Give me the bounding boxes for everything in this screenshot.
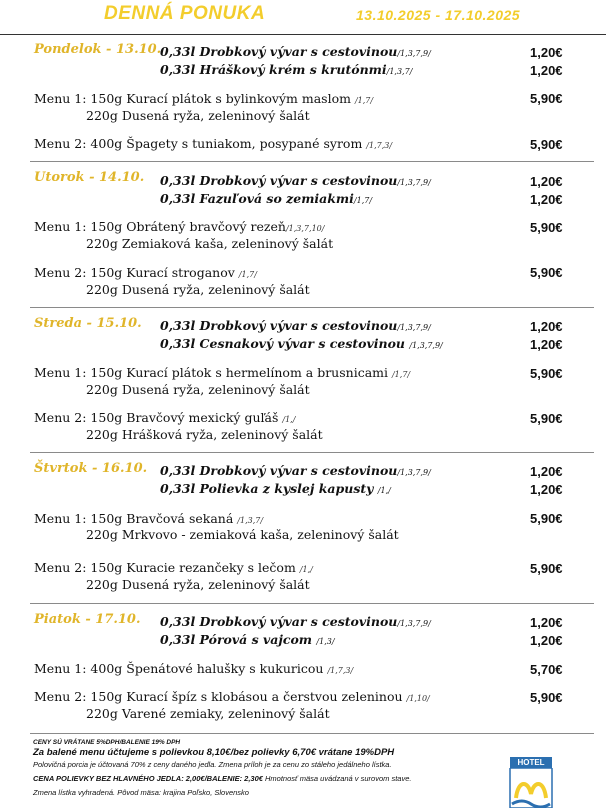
day-divider [30, 452, 594, 453]
day-divider [30, 307, 594, 308]
footer-divider [30, 733, 594, 734]
soup-item: 0,33l Drobkový vývar s cestovinou/1,3,7,9/ [160, 463, 431, 478]
date-range: 13.10.2025 - 17.10.2025 [356, 7, 521, 23]
soup-price-note: CENA POLIEVKY BEZ HLAVNÉHO JEDLA: 2,00€/BALENIE: 2,30€ Hmotnosť mäsa uvádzaná v surovom stave. [33, 774, 412, 783]
page-title: DENNÁ PONUKA [104, 3, 266, 24]
menu-price: 5,70€ [530, 662, 563, 677]
soup-item: 0,33l Fazuľová so zemiakmi/1,7/ [160, 191, 373, 206]
hotel-logo-icon [508, 768, 554, 808]
menu-item: Menu 2: 150g Bravčový mexický guľáš /1,/ [34, 410, 296, 425]
hotel-logo-label: HOTEL [510, 757, 552, 768]
menu-side: 220g Dusená ryža, zeleninový šalát [86, 382, 310, 397]
menu-price: 5,90€ [530, 511, 563, 526]
menu-side: 220g Dusená ryža, zeleninový šalát [86, 108, 310, 123]
menu-side: 220g Dusená ryža, zeleninový šalát [86, 577, 310, 592]
menu-item: Menu 1: 400g Špenátové halušky s kukuricou /1,7,3/ [34, 661, 354, 676]
day-title: Utorok - 14.10. [34, 170, 145, 185]
packaging-note: Za balené menu účtujeme s polievkou 8,10€/bez polievky 6,70€ vrátane 19%DPH [33, 747, 395, 758]
menu-item: Menu 2: 150g Kurací špíz s klobásou a čerstvou zeleninou /1,10/ [34, 689, 430, 704]
menu-item: Menu 2: 150g Kuracie rezančeky s lečom /1,/ [34, 560, 313, 575]
soup-item: 0,33l Drobkový vývar s cestovinou/1,3,7,9/ [160, 318, 431, 333]
soup-price: 1,20€ [530, 633, 563, 648]
day-title: Štvrtok - 16.10. [34, 461, 148, 476]
soup-price: 1,20€ [530, 63, 563, 78]
day-title: Pondelok - 13.10. [34, 42, 162, 57]
soup-price: 1,20€ [530, 319, 563, 334]
menu-item: Menu 1: 150g Obrátený bravčový rezeň/1,3,7,10/ [34, 219, 325, 234]
soup-price: 1,20€ [530, 482, 563, 497]
soup-item: 0,33l Drobkový vývar s cestovinou/1,3,7,9/ [160, 614, 431, 629]
menu-item: Menu 2: 400g Špagety s tuniakom, posypané syrom /1,7,3/ [34, 136, 393, 151]
menu-price: 5,90€ [530, 561, 563, 576]
vat-note: CENY SÚ VRÁTANE 5%DPH/BALENIE 19% DPH [33, 739, 181, 746]
soup-price: 1,20€ [530, 45, 563, 60]
day-divider [30, 161, 594, 162]
menu-item: Menu 2: 150g Kurací stroganov /1,7/ [34, 265, 257, 280]
soup-item: 0,33l Pórová s vajcom /1,3/ [160, 632, 335, 647]
menu-price: 5,90€ [530, 91, 563, 106]
menu-item: Menu 1: 150g Kurací plátok s bylinkovým maslom /1,7/ [34, 91, 374, 106]
soup-price: 1,20€ [530, 192, 563, 207]
menu-side: 220g Zemiaková kaša, zeleninový šalát [86, 236, 334, 251]
header-divider [0, 34, 606, 35]
rights-note: Zmena lístka vyhradená. Pôvod mäsa: krajina Poľsko, Slovensko [33, 788, 249, 797]
soup-price: 1,20€ [530, 615, 563, 630]
menu-price: 5,90€ [530, 265, 563, 280]
menu-price: 5,90€ [530, 137, 563, 152]
menu-side: 220g Dusená ryža, zeleninový šalát [86, 282, 310, 297]
soup-item: 0,33l Polievka z kyslej kapusty /1,/ [160, 481, 391, 496]
soup-item: 0,33l Drobkový vývar s cestovinou/1,3,7,9/ [160, 173, 431, 188]
day-title: Streda - 15.10. [34, 316, 142, 331]
menu-side: 220g Mrkvovo - zemiaková kaša, zeleninový šalát [86, 527, 399, 542]
soup-item: 0,33l Hráškový krém s krutónmi/1,3,7/ [160, 62, 413, 77]
soup-item: 0,33l Drobkový vývar s cestovinou/1,3,7,9/ [160, 44, 431, 59]
menu-price: 5,90€ [530, 220, 563, 235]
menu-item: Menu 1: 150g Kurací plátok s hermelínom a brusnicami /1,7/ [34, 365, 411, 380]
menu-price: 5,90€ [530, 690, 563, 705]
soup-item: 0,33l Cesnakový vývar s cestovinou /1,3,7,9/ [160, 336, 443, 351]
menu-price: 5,90€ [530, 411, 563, 426]
menu-item: Menu 1: 150g Bravčová sekaná /1,3,7/ [34, 511, 264, 526]
soup-price: 1,20€ [530, 337, 563, 352]
half-portion-note: Polovičná porcia je účtovaná 70% z ceny daného jedla. Zmena príloh je za cenu zo stáleho jedálneho lístka. [33, 760, 392, 769]
menu-side: 220g Hrášková ryža, zeleninový šalát [86, 427, 323, 442]
menu-side: 220g Varené zemiaky, zeleninový šalát [86, 706, 330, 721]
day-title: Piatok - 17.10. [34, 612, 141, 627]
soup-price: 1,20€ [530, 174, 563, 189]
hotel-logo [508, 756, 554, 808]
day-divider [30, 603, 594, 604]
menu-price: 5,90€ [530, 366, 563, 381]
soup-price: 1,20€ [530, 464, 563, 479]
